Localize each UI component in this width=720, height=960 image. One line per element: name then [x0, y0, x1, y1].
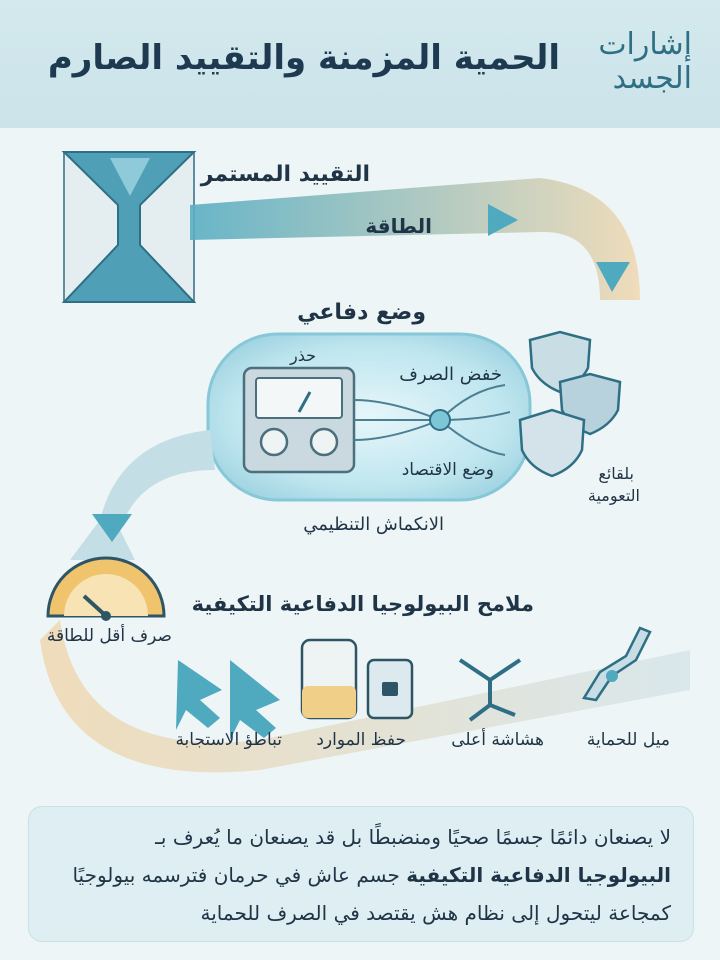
label-caution: حذر [289, 346, 316, 365]
logo-line-1: إشارات [598, 27, 692, 62]
nerve-node [430, 410, 450, 430]
energy-beam [190, 178, 640, 300]
callout-line-3: كمجاعة ليتحول إلى نظام هش يقتصد في الصرف للحماية [200, 901, 671, 925]
callout-line-2-rest: جسم عاش في حرمان فترسمه بيولوجيًا [72, 863, 407, 887]
label-cut-spending: خفض الصرف [399, 364, 502, 385]
label-economy-mode: وضع الاقتصاد [401, 460, 494, 480]
callout-line-2-bold: البيولوجيا الدفاعية التكيفية [406, 863, 671, 887]
features-title: ملامح البيولوجيا الدفاعية التكيفية [191, 592, 534, 616]
restriction-block [64, 152, 194, 302]
label-protect-bias: ميل للحماية [586, 730, 670, 750]
label-shields-2: التعومية [587, 486, 640, 505]
callout-line-2 [51, 863, 671, 887]
return-curve [70, 430, 215, 560]
shield-icons [520, 332, 620, 476]
label-less-energy: صرف أقل للطاقة [46, 626, 172, 646]
page-title: الحمية المزمنة والتقييد الصارم [47, 38, 560, 78]
label-energy: الطاقة [365, 214, 432, 238]
energy-gauge [48, 558, 164, 621]
label-restriction: التقييد المستمر [200, 162, 370, 187]
down-arrow-1 [176, 660, 222, 730]
label-save-resources: حفظ الموارد [316, 730, 406, 750]
callout-line-1: لا يصنعان دائمًا جسمًا صحيًا ومنضبطًا بل قد يصنعان ما يُعرف بـ [155, 825, 671, 849]
control-panel [244, 368, 354, 472]
summary-callout [28, 806, 694, 942]
resource-jars [302, 640, 412, 718]
logo-line-2: الجسد [612, 61, 692, 96]
label-shields-1: بلقائع [598, 464, 634, 483]
label-slow-response: تباطؤ الاستجابة [175, 730, 282, 750]
label-regulatory-shrink: الانكماش التنظيمي [303, 514, 444, 535]
label-defensive-mode: وضع دفاعي [297, 300, 426, 325]
down-arrow-2 [230, 660, 280, 740]
label-higher-fragility: هشاشة أعلى [451, 730, 544, 750]
